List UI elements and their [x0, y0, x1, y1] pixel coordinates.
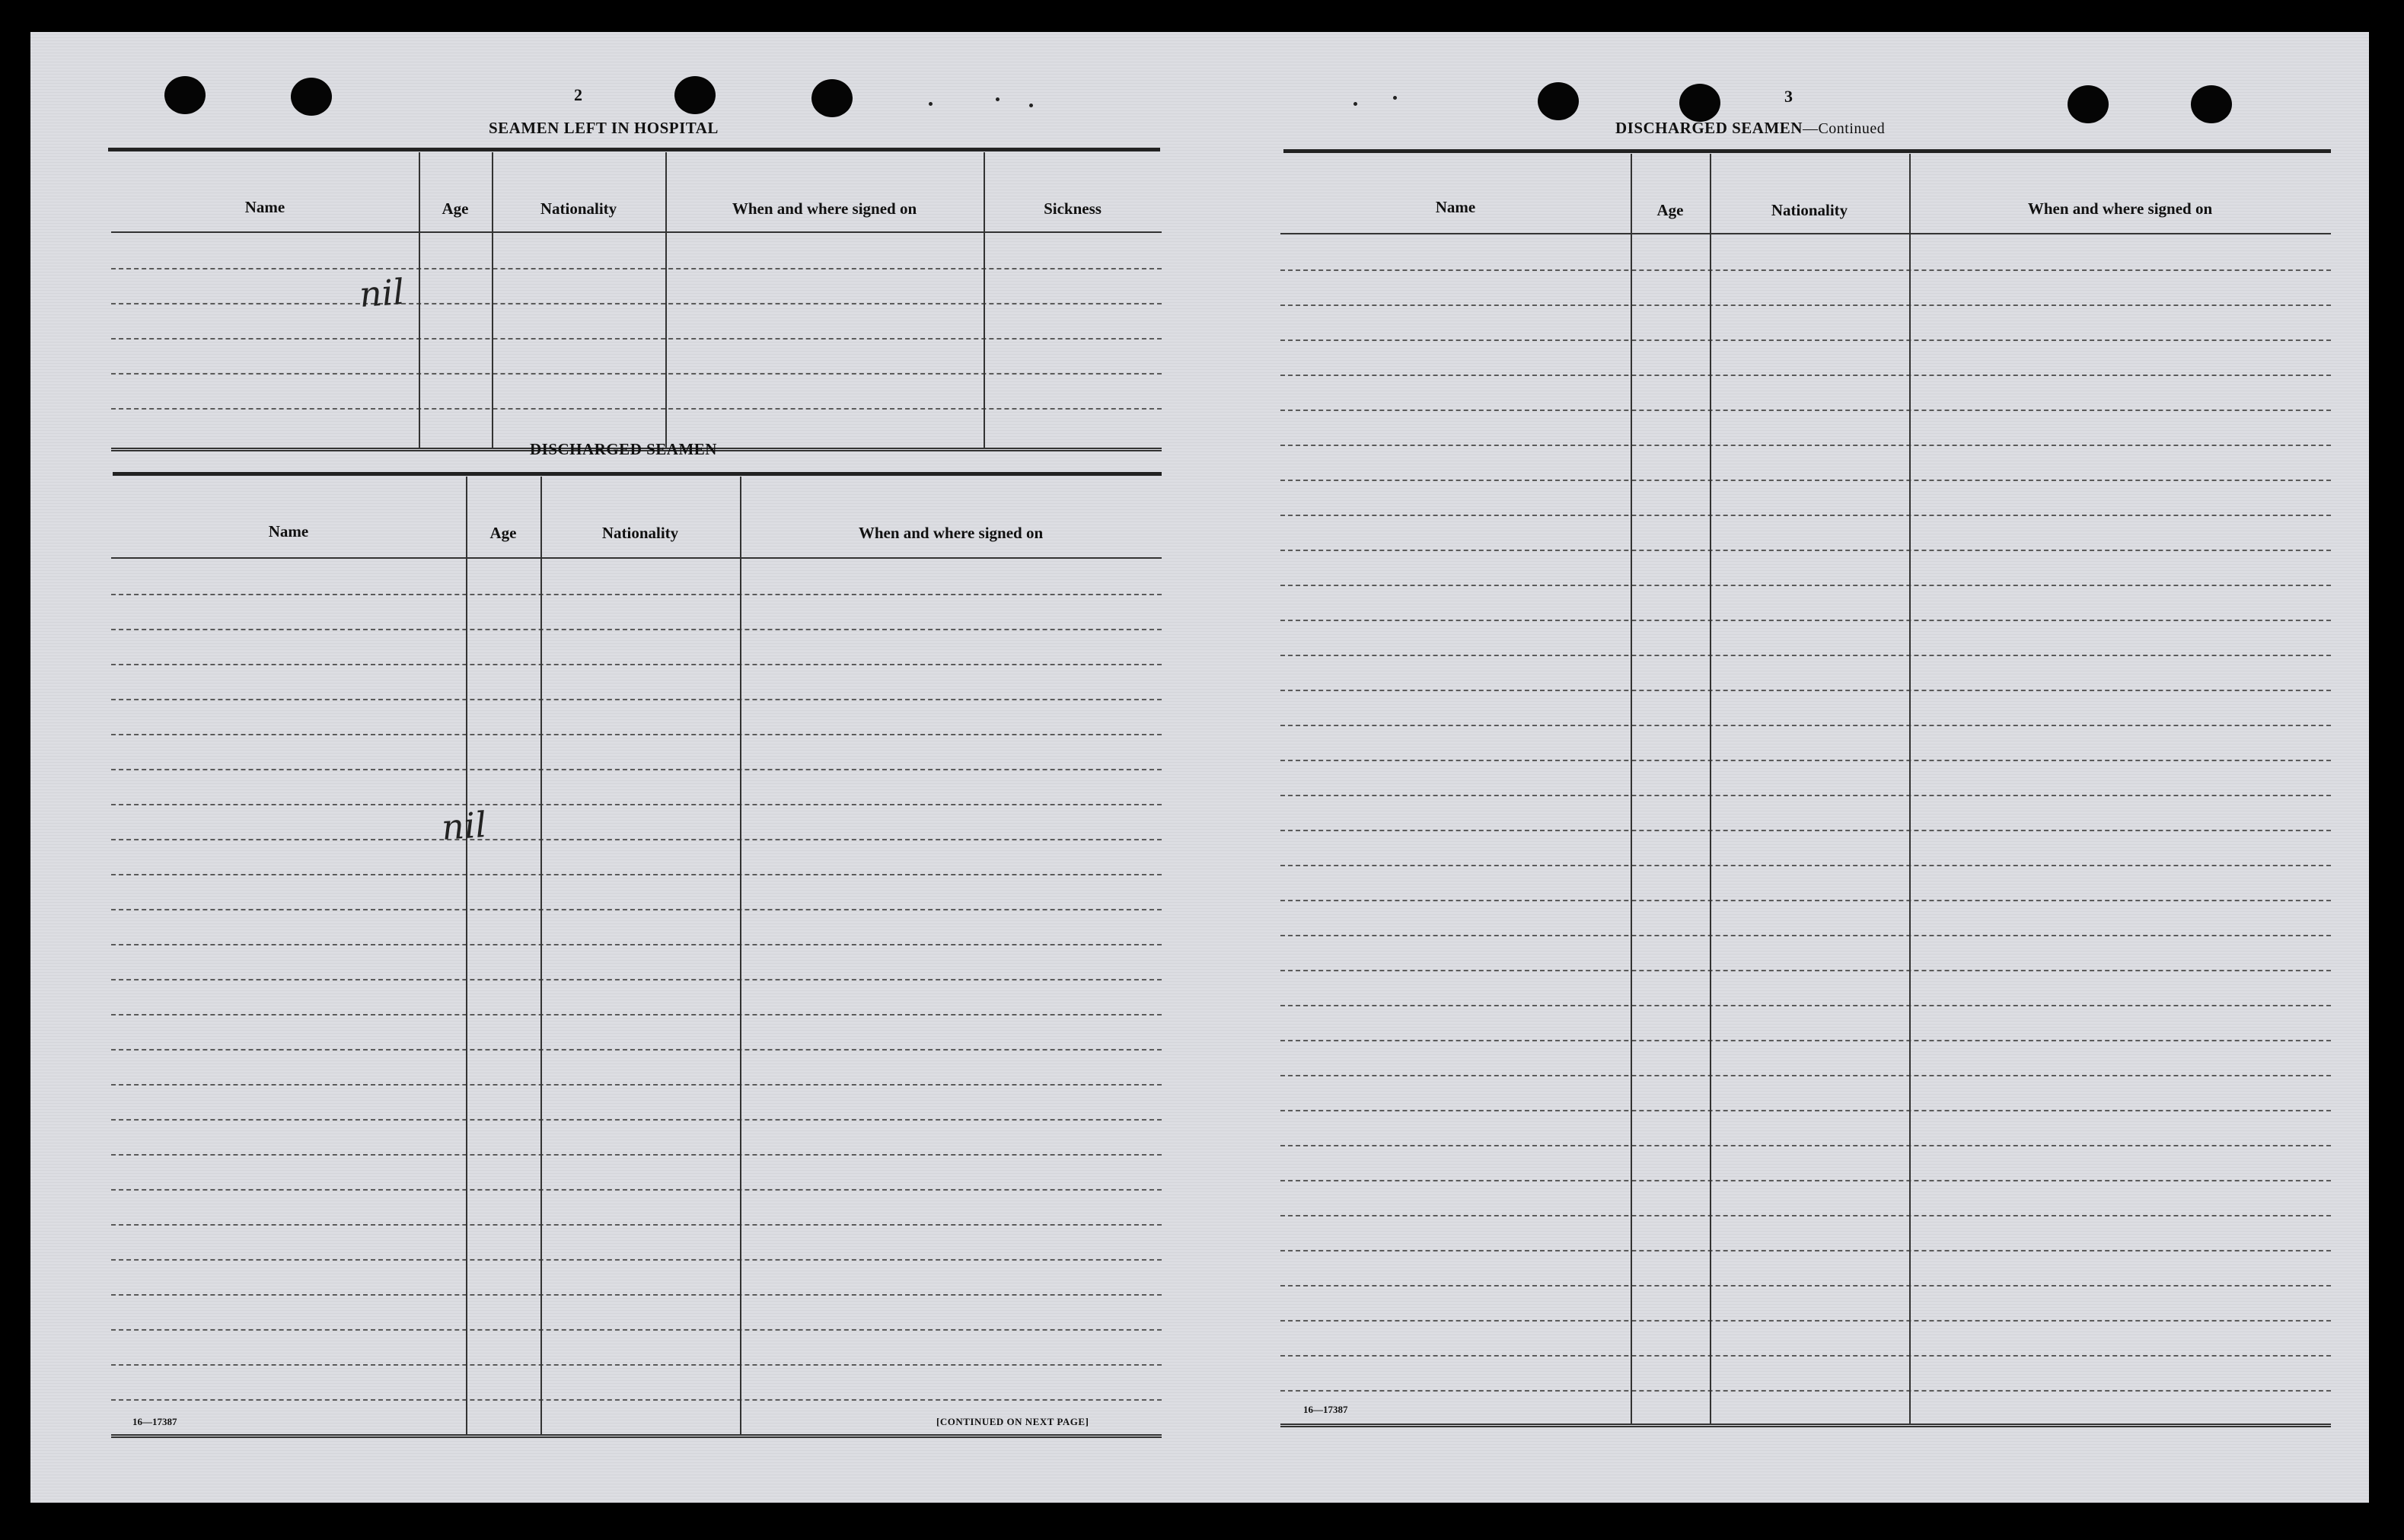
- column-divider: [665, 152, 667, 448]
- discharged-table-left: [111, 477, 1162, 1440]
- column-header-age: Age: [442, 199, 469, 218]
- discharged-title-main: DISCHARGED SEAMEN: [1615, 119, 1803, 137]
- discharged-table-header: [111, 477, 1162, 559]
- ledger-row: [1280, 1005, 2331, 1006]
- page-number-left: 2: [574, 85, 582, 104]
- column-header-signed-on: When and where signed on: [2027, 199, 2213, 218]
- discharged-section-title: DISCHARGED SEAMEN: [530, 440, 717, 458]
- ledger-row: [1280, 1180, 2331, 1181]
- ledger-row: [1280, 340, 2331, 341]
- column-header-age: Age: [1656, 201, 1684, 219]
- ink-speck: [1029, 104, 1033, 107]
- ledger-row: [111, 1049, 1162, 1051]
- punch-hole: [674, 76, 716, 114]
- ledger-row: [111, 338, 1162, 340]
- discharged-bottom-rule-left: [111, 1434, 1162, 1438]
- discharged-continued-title: [1615, 119, 1885, 138]
- column-header-signed-on: When and where signed on: [732, 199, 917, 218]
- ledger-row: [111, 699, 1162, 700]
- ledger-row: [1280, 1355, 2331, 1357]
- column-divider: [1909, 154, 1911, 1424]
- ledger-row: [111, 594, 1162, 595]
- punch-hole: [2068, 85, 2109, 123]
- ledger-row: [111, 408, 1162, 410]
- ledger-row: [1280, 480, 2331, 481]
- ledger-row: [1280, 655, 2331, 656]
- discharged-rows-right: [1280, 234, 2331, 1430]
- ledger-row: [1280, 1040, 2331, 1041]
- ink-speck: [996, 97, 1000, 101]
- ledger-row: [1280, 1285, 2331, 1287]
- column-header-age: Age: [489, 524, 517, 542]
- ledger-row: [1280, 970, 2331, 971]
- column-divider: [492, 152, 493, 448]
- ledger-row: [111, 1399, 1162, 1401]
- ledger-row: [1280, 795, 2331, 796]
- column-header-nationality: Nationality: [540, 199, 617, 218]
- ledger-row: [111, 1189, 1162, 1191]
- hospital-nil-entry: nil: [358, 271, 406, 315]
- ledger-row: [1280, 550, 2331, 551]
- ledger-row: [111, 303, 1162, 304]
- column-header-name: Name: [244, 198, 285, 216]
- ledger-row: [1280, 375, 2331, 376]
- ledger-row: [111, 1224, 1162, 1226]
- ledger-row: [1280, 585, 2331, 586]
- form-code-left: 16—17387: [132, 1416, 177, 1427]
- hospital-rows: [111, 233, 1162, 454]
- ledger-row: [111, 664, 1162, 665]
- ledger-row: [1280, 304, 2331, 306]
- discharged-top-rule: [113, 472, 1162, 476]
- hospital-table: [111, 152, 1162, 454]
- hospital-table-header: [111, 152, 1162, 233]
- column-divider: [984, 152, 985, 448]
- column-header-name: Name: [268, 522, 309, 540]
- form-code-right: 16—17387: [1303, 1404, 1348, 1415]
- hospital-top-rule: [108, 148, 1160, 151]
- punch-hole: [2191, 85, 2232, 123]
- discharged-nil-entry: nil: [440, 804, 488, 848]
- ledger-row: [111, 268, 1162, 269]
- punch-hole: [1679, 84, 1720, 122]
- ledger-row: [1280, 1215, 2331, 1216]
- ledger-row: [111, 734, 1162, 735]
- ledger-row: [1280, 865, 2331, 866]
- column-divider: [540, 477, 542, 1434]
- column-divider: [1710, 154, 1711, 1424]
- ledger-row: [1280, 410, 2331, 411]
- right-top-rule: [1283, 149, 2331, 153]
- punch-hole: [1538, 82, 1579, 120]
- ledger-row: [1280, 1110, 2331, 1111]
- ledger-row: [1280, 725, 2331, 726]
- column-header-sickness: Sickness: [1044, 199, 1102, 218]
- ledger-row: [1280, 620, 2331, 621]
- column-header-nationality: Nationality: [1771, 201, 1848, 219]
- ledger-row: [1280, 900, 2331, 901]
- discharged-continued-header: [1280, 154, 2331, 234]
- discharged-bottom-rule-right: [1280, 1424, 2331, 1427]
- ledger-row: [111, 909, 1162, 910]
- ledger-row: [111, 1119, 1162, 1121]
- ledger-row: [111, 1259, 1162, 1261]
- ledger-row: [1280, 830, 2331, 831]
- continued-note: [CONTINUED ON NEXT PAGE]: [936, 1416, 1089, 1427]
- punch-hole: [811, 79, 853, 117]
- ledger-row: [111, 1364, 1162, 1366]
- ledger-row: [111, 373, 1162, 375]
- ledger-row: [1280, 1320, 2331, 1322]
- ledger-row: [111, 944, 1162, 945]
- page-number-right: 3: [1784, 87, 1793, 106]
- ink-speck: [1393, 96, 1397, 100]
- hospital-section-title: SEAMEN LEFT IN HOSPITAL: [489, 119, 719, 137]
- ledger-row: [1280, 935, 2331, 936]
- ledger-row: [1280, 515, 2331, 516]
- ledger-row: [1280, 1145, 2331, 1146]
- continued-label: —Continued: [1802, 120, 1886, 137]
- ledger-row: [111, 1014, 1162, 1016]
- ledger-row: [111, 1294, 1162, 1296]
- column-divider: [1631, 154, 1632, 1424]
- punch-hole: [164, 76, 206, 114]
- ledger-row: [111, 874, 1162, 875]
- column-divider: [466, 477, 467, 1434]
- ledger-row: [111, 804, 1162, 805]
- column-header-signed-on: When and where signed on: [858, 524, 1044, 542]
- ledger-row: [111, 1084, 1162, 1086]
- ledger-row: [1280, 1390, 2331, 1392]
- ledger-row: [1280, 269, 2331, 271]
- ledger-row: [1280, 760, 2331, 761]
- ledger-row: [111, 1329, 1162, 1331]
- ledger-row: [111, 979, 1162, 980]
- ledger-row: [111, 839, 1162, 840]
- column-header-name: Name: [1435, 198, 1476, 216]
- ink-speck: [929, 102, 933, 106]
- ledger-row: [1280, 1075, 2331, 1076]
- column-divider: [740, 477, 741, 1434]
- manifest-sheet: [30, 32, 2369, 1503]
- ledger-row: [111, 769, 1162, 770]
- ledger-row: [1280, 690, 2331, 691]
- column-header-nationality: Nationality: [601, 524, 679, 542]
- ledger-row: [111, 629, 1162, 630]
- discharged-rows-left: [111, 559, 1162, 1434]
- ledger-row: [1280, 1250, 2331, 1251]
- punch-hole: [291, 78, 332, 116]
- ledger-row: [111, 1154, 1162, 1156]
- ink-speck: [1353, 102, 1357, 106]
- column-divider: [419, 152, 420, 448]
- discharged-table-right: [1280, 154, 2331, 1430]
- ledger-row: [1280, 445, 2331, 446]
